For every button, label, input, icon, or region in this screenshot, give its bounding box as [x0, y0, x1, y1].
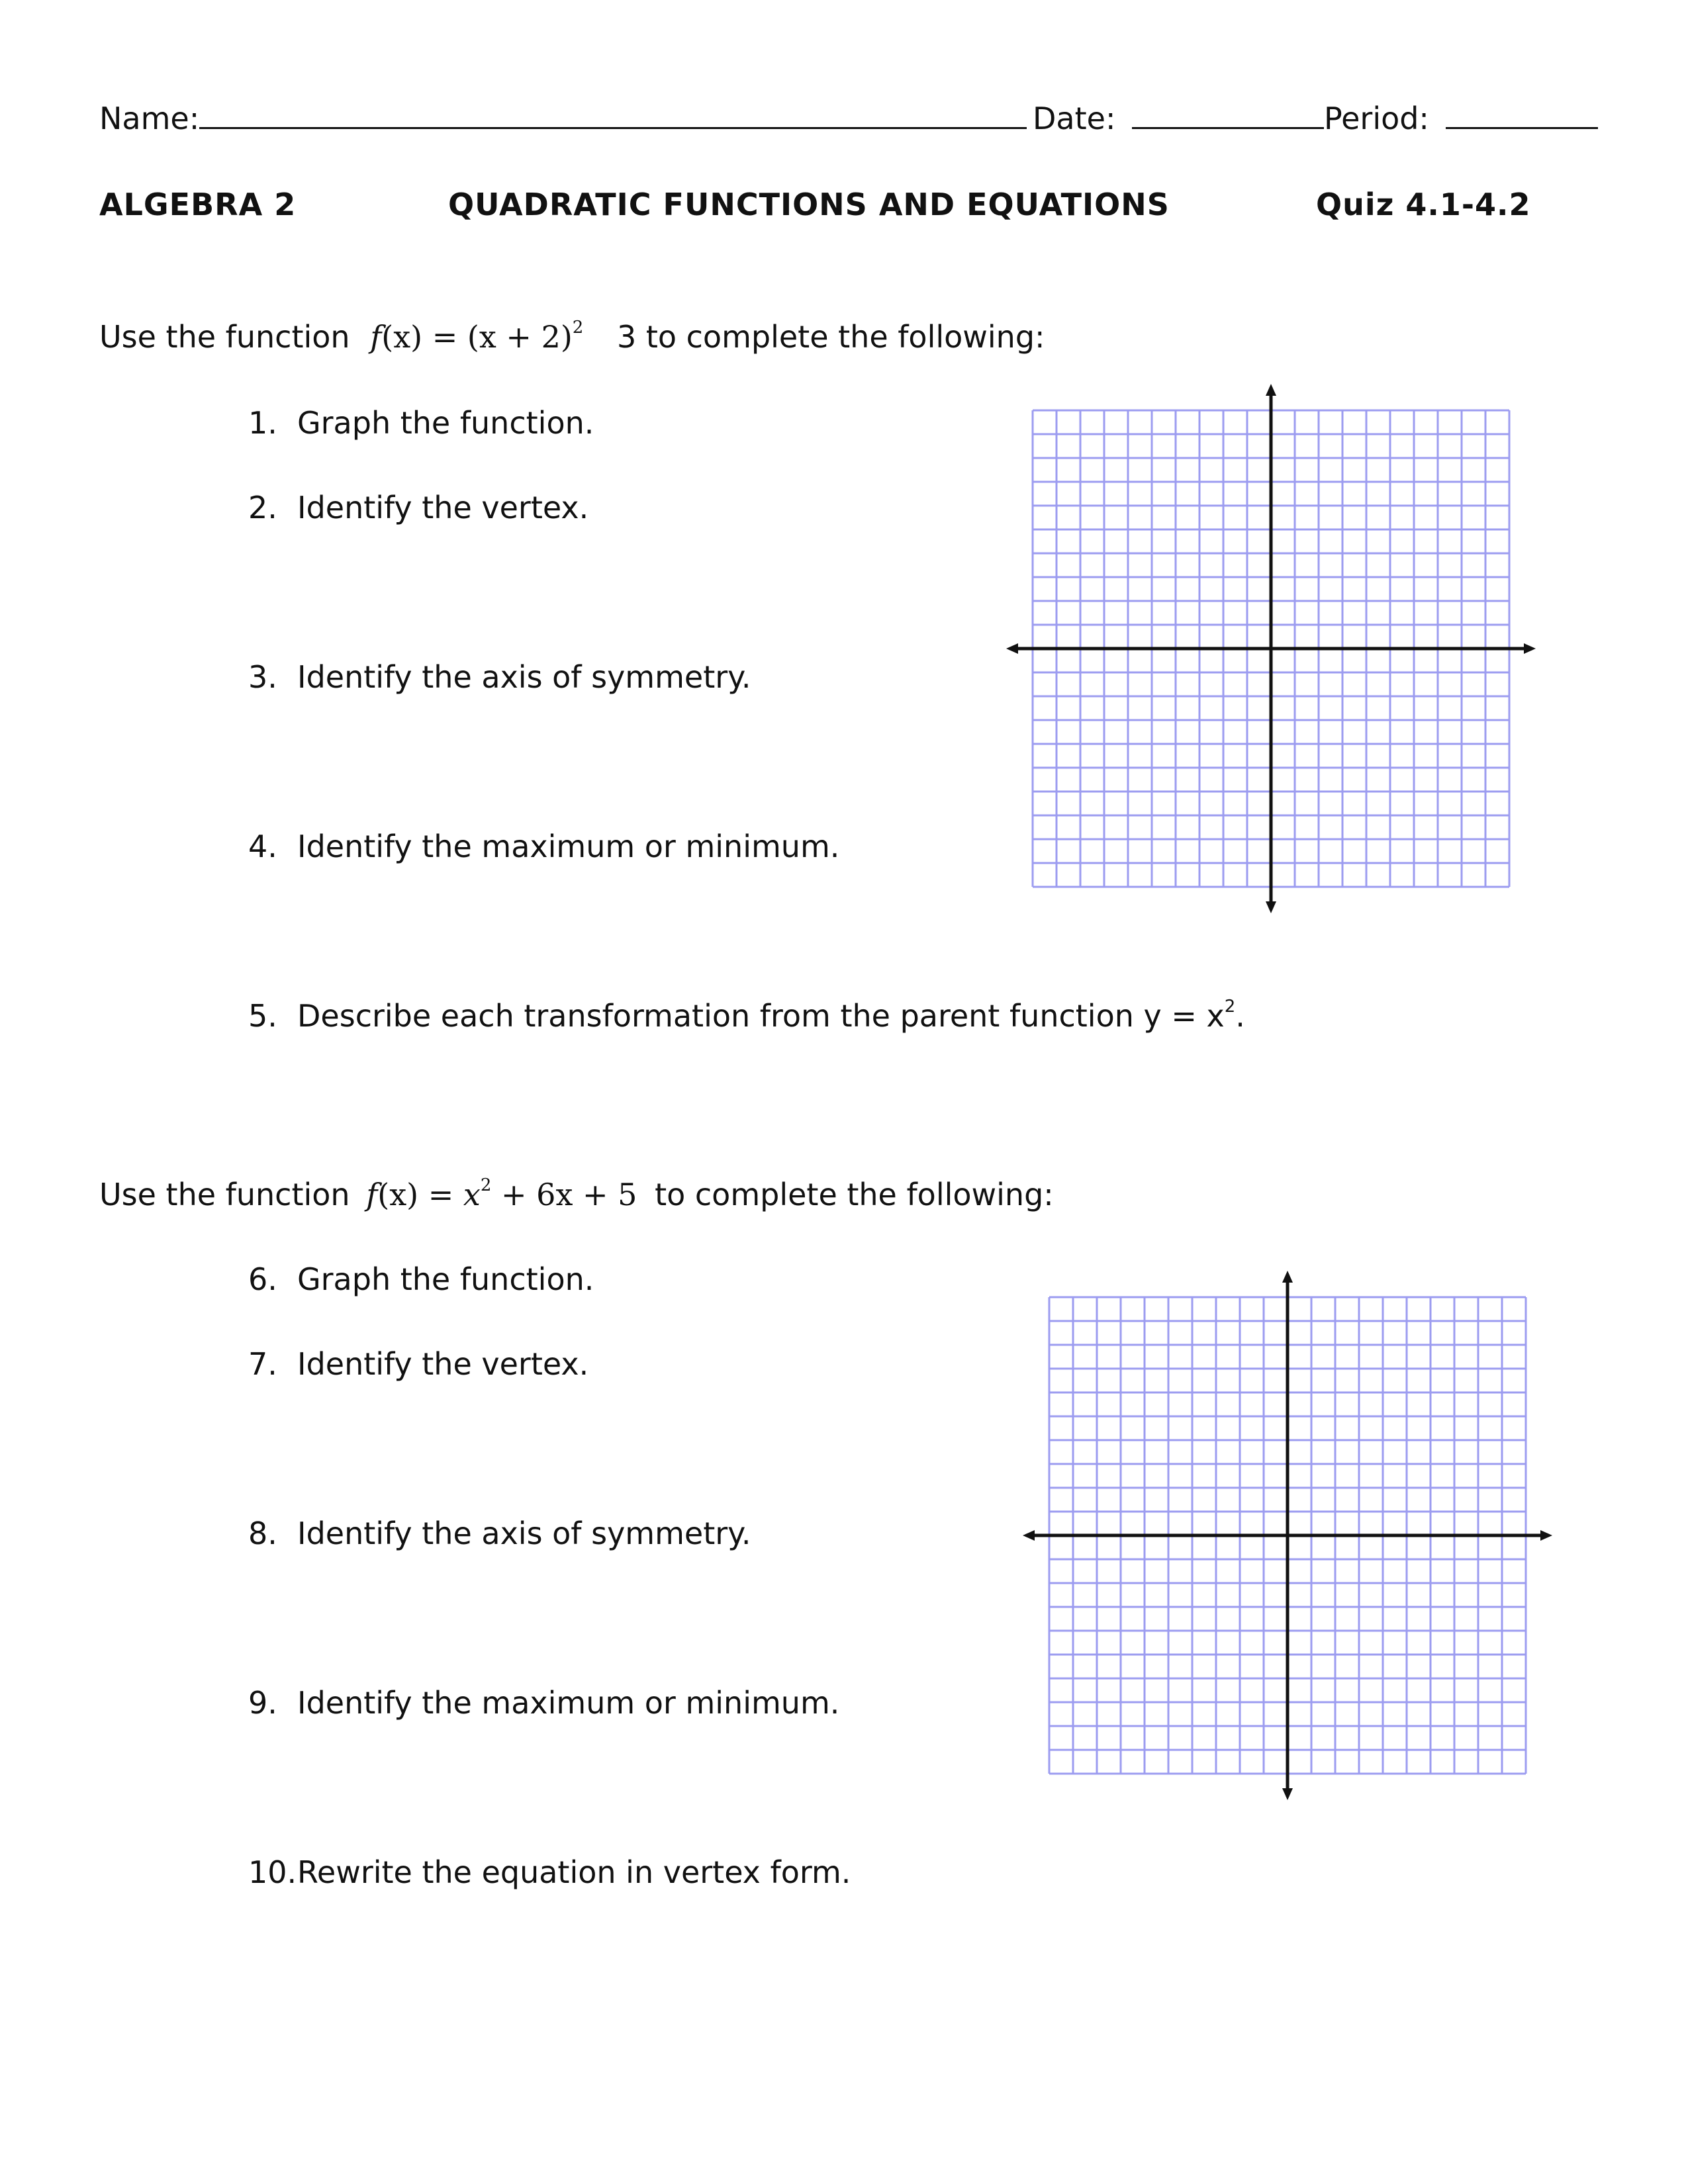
period-label: Period:	[1324, 101, 1429, 136]
question-8	[248, 1516, 751, 1551]
question-number: 9.	[248, 1685, 277, 1721]
part2-formula-f: f	[366, 1177, 378, 1212]
part2-intro	[99, 1177, 1054, 1212]
question-number: 10.	[248, 1854, 297, 1890]
question-text: Identify the axis of symmetry.	[297, 1516, 751, 1551]
part2-intro-suffix: to complete the following:	[655, 1177, 1054, 1212]
question-number: 5.	[248, 998, 277, 1034]
part1-intro-suffix: 3 to complete the following:	[616, 319, 1045, 355]
question-number: 4.	[248, 829, 277, 864]
part1-formula-f: f	[370, 319, 382, 355]
question-text: Describe each transformation from the parent function y = x	[297, 998, 1225, 1034]
part2-formula-eq: =	[428, 1177, 454, 1212]
y-axis-top-arrow	[1266, 384, 1276, 396]
question-end: .	[1235, 998, 1245, 1034]
part1-formula-arg: (x)	[381, 319, 423, 355]
y-axis-top-arrow	[1282, 1271, 1293, 1283]
name-field[interactable]	[99, 101, 1027, 136]
question-1	[248, 405, 594, 441]
part2-formula-exp: 2	[480, 1175, 492, 1195]
question-text: Identify the maximum or minimum.	[297, 829, 840, 864]
date-label: Date:	[1033, 101, 1116, 136]
part1-formula-exp: 2	[572, 318, 584, 338]
course-title: ALGEBRA 2	[99, 187, 297, 222]
question-3	[248, 659, 751, 695]
part1-intro-prefix: Use the function	[99, 319, 350, 355]
part2-intro-prefix: Use the function	[99, 1177, 350, 1212]
question-text: Identify the axis of symmetry.	[297, 659, 751, 695]
question-number: 6.	[248, 1261, 277, 1297]
question-text: Identify the vertex.	[297, 1346, 589, 1382]
question-text: Identify the vertex.	[297, 490, 589, 525]
question-number: 1.	[248, 405, 277, 441]
question-number: 2.	[248, 490, 277, 525]
y-axis-bottom-arrow	[1282, 1788, 1293, 1800]
part2-formula-rest: + 6x + 5	[501, 1177, 637, 1212]
name-label: Name:	[99, 101, 200, 136]
part1-intro	[99, 319, 1045, 355]
x-axis-right-arrow	[1524, 643, 1536, 654]
part1-formula-base: (x + 2)	[467, 319, 573, 355]
question-5	[248, 998, 1245, 1034]
question-text: Graph the function.	[297, 405, 594, 441]
question-10	[248, 1854, 851, 1890]
question-number: 8.	[248, 1516, 277, 1551]
question-text: Identify the maximum or minimum.	[297, 1685, 840, 1721]
x-axis-left-arrow	[1023, 1530, 1035, 1541]
date-field[interactable]	[1033, 101, 1324, 136]
part2-formula	[366, 1177, 647, 1212]
coordinate-grid-2[interactable]	[1023, 1271, 1566, 1813]
part2-formula-arg: (x)	[377, 1177, 419, 1212]
question-4	[248, 829, 839, 864]
question-2	[248, 490, 588, 525]
period-field[interactable]	[1324, 101, 1598, 136]
question-exponent: 2	[1224, 997, 1236, 1017]
y-axis-bottom-arrow	[1266, 901, 1276, 913]
question-6	[248, 1261, 594, 1297]
question-7	[248, 1346, 588, 1382]
topic-title: QUADRATIC FUNCTIONS AND EQUATIONS	[448, 187, 1170, 222]
coordinate-grid-1[interactable]	[1006, 384, 1549, 927]
x-axis-right-arrow	[1540, 1530, 1552, 1541]
x-axis-left-arrow	[1006, 643, 1018, 654]
quiz-title: Quiz 4.1-4.2	[1316, 187, 1531, 222]
question-9	[248, 1685, 839, 1721]
part1-formula-eq: =	[432, 319, 458, 355]
question-text: Graph the function.	[297, 1261, 594, 1297]
question-number: 3.	[248, 659, 277, 695]
question-text: Rewrite the equation in vertex form.	[297, 1854, 851, 1890]
part2-formula-x: x	[463, 1177, 481, 1212]
part1-formula	[370, 319, 593, 355]
question-number: 7.	[248, 1346, 277, 1382]
